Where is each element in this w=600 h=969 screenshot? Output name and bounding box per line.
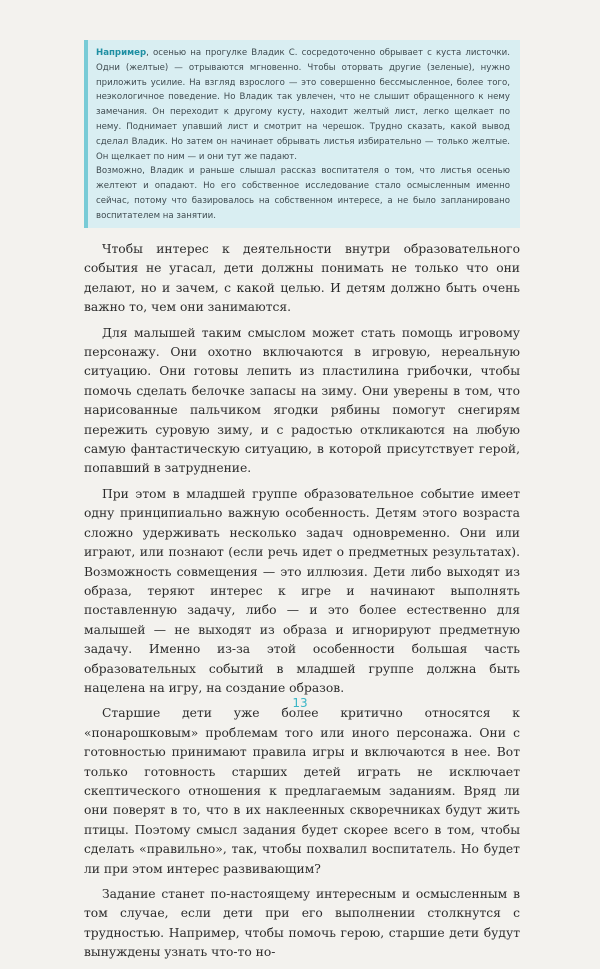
main-paragraph-2: Для малышей таким смыслом может стать помощь игровому персонажу. Они охотно включаются в игровую, нереальную ситуацию. Они готовы лепить из пластилина грибочки, чтобы помочь сделать белочке запасы на зиму. Они уверены в том, что нарисованные пальчиком ягодки рябины помогут снегирям пережить суровую зиму, и с радостью откликаются на любую самую фантастическую ситуацию, в которой присутствует герой, попавший в затруднение.: [84, 325, 520, 476]
page-number: 13: [292, 696, 308, 710]
sidebar-paragraph-1-text: , осенью на прогулке Владик С. сосредоточенно обрывает с куста листочки. Одни (желтые) — отрываются мгновенно. Чтобы оторвать другие (зеленые), нужно приложить усилие. На взгляд взрослого — это совершенно бессмысленное, более того, неэкологичное поведение. Но Владик так увлечен, что не слышит обращенного к нему замечания. Он переходит к другому кусту, находит желтый лист, легко щелкает по нему. Поднимает упавший лист и смотрит на черешок. Трудно сказать, какой вывод сделал Владик. Но затем он начинает обрывать листья избирательно — только желтые. Он щелкает по ним — и они тут же падают.: [96, 48, 510, 162]
main-paragraph-5: Задание станет по-настоящему интересным и осмысленным в том случае, если дети при его выполнении столкнутся с трудностью. Например, чтобы помочь герою, старшие дети будут вынуждены узнать что-то но-: [84, 887, 520, 960]
sidebar-paragraph-1: [96, 46, 510, 164]
main-text: [84, 240, 520, 969]
main-paragraph-1: Чтобы интерес к деятельности внутри образовательного события не угасал, дети должны понимать не только что они делают, но и зачем, с какой целью. И детям должно быть очень важно то, чем они занимаются.: [84, 242, 520, 315]
example-sidebar-box: [84, 40, 520, 228]
sidebar-paragraph-2: Возможно, Владик и раньше слышал рассказ воспитателя о том, что листья осенью желтеют и опадают. Но его собственное исследование стало осмысленным именно сейчас, потому что базировалось на собственном интересе, а не было запланировано воспитателем на занятии.: [96, 166, 510, 221]
sidebar-lead-word: Например: [96, 48, 147, 58]
main-paragraph-3: При этом в младшей группе образовательное событие имеет одну принципиально важную особенность. Детям этого возраста сложно удерживать несколько задач одновременно. Они или играют, или познают (если речь идет о предметных результатах). Возможность совмещения — это иллюзия. Дети либо выходят из образа, теряют интерес к игре и начинают выполнять поставленную задачу, либо — и это более естественно для малышей — не выходят из образа и игнорируют предметную задачу. Именно из-за этой особенности большая часть образовательных событий в младшей группе должна быть нацелена на игру, на создание образов.: [84, 486, 520, 695]
main-paragraph-4: Старшие дети уже более критично относятся к «понарошковым» проблемам того или иного персонажа. Они с готовностью принимают правила игры и включаются в нее. Вот только готовность старших детей играть не исключает скептического отношения к предлагаемым заданиям. Вряд ли они поверят в то, что в их наклеенных скворечниках будут жить птицы. Поэтому смысл задания будет скорее всего в том, чтобы сделать «правильно», так, чтобы похвалил воспитатель. Но будет ли при этом интерес развивающим?: [84, 706, 520, 876]
